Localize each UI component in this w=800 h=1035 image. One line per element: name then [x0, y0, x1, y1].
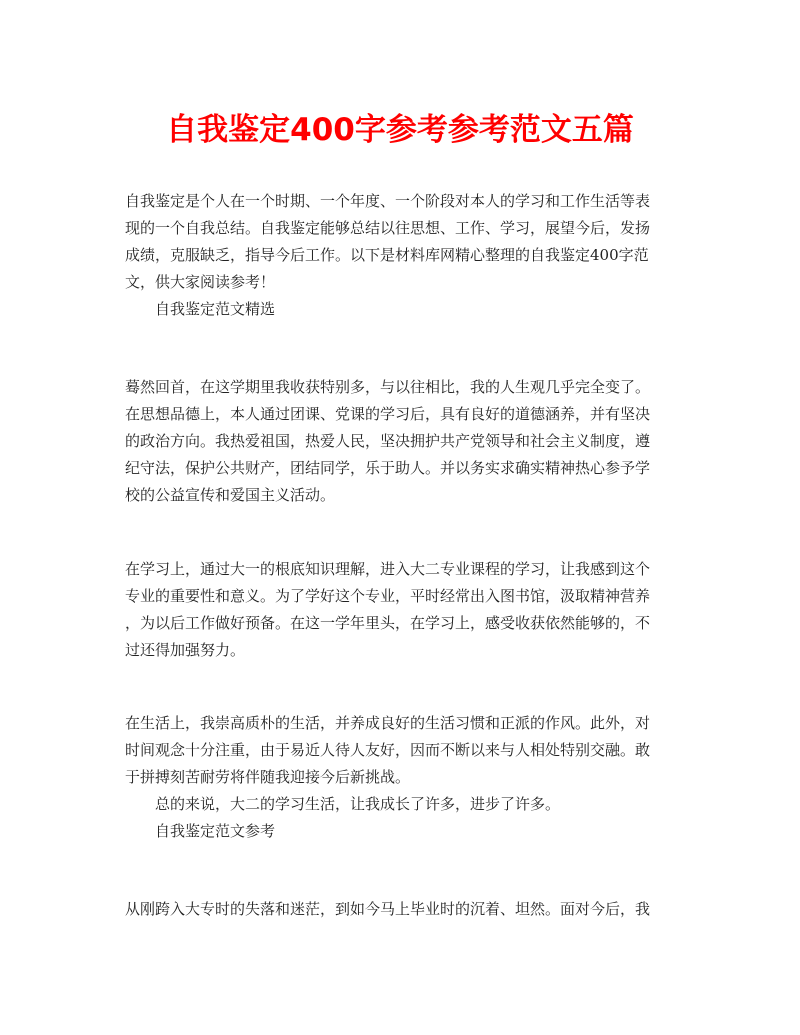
- paragraph-line: 在学习上，通过大一的根底知识理解，进入大二专业课程的学习，让我感到这个: [125, 560, 651, 578]
- paragraph-line: ，为以后工作做好预备。在这一学年里头，在学习上，感受收获依然能够的，不: [125, 614, 651, 632]
- intro-line: 自我鉴定是个人在一个时期、一个年度、一个阶段对本人的学习和工作生活等表: [125, 192, 651, 210]
- paragraph-line: 的政治方向。我热爱祖国，热爱人民，坚决拥护共产党领导和社会主义制度，遵: [125, 432, 651, 450]
- paragraph-line: 在思想品德上，本人通过团课、党课的学习后，具有良好的道德涵养，并有坚决: [125, 405, 651, 423]
- summary-text: 总的来说，大二的学习生活，让我成长了许多，进步了许多。: [155, 795, 561, 813]
- paragraph-line: 蓦然回首，在这学期里我收获特别多，与以往相比，我的人生观几乎完全变了。: [125, 378, 651, 396]
- paragraph-line: 过还得加强努力。: [125, 641, 246, 659]
- document-title: 自我鉴定400字参考参考范文五篇: [166, 112, 634, 148]
- paragraph-line: 从刚跨入大专时的失落和迷茫，到如今马上毕业时的沉着、坦然。面对今后，我: [125, 900, 651, 918]
- paragraph-line: 时间观念十分注重，由于易近人待人友好，因而不断以来与人相处特别交融。敢: [125, 741, 651, 759]
- intro-line: 成绩，克服缺乏，指导今后工作。以下是材料库网精心整理的自我鉴定400字范: [125, 246, 649, 264]
- paragraph-line: 纪守法，保护公共财产，团结同学，乐于助人。并以务实求确实精神热心参予学: [125, 459, 651, 477]
- paragraph-3: [125, 710, 675, 791]
- intro-line: 文，供大家阅读参考！: [125, 273, 276, 291]
- paragraph-line: 专业的重要性和意义。为了学好这个专业，平时经常出入图书馆，汲取精神营养: [125, 587, 651, 605]
- section-heading-text: 自我鉴定范文参考: [155, 822, 276, 840]
- section-heading-2: [125, 818, 675, 845]
- paragraph-2: [125, 556, 675, 664]
- section-heading-1: [125, 296, 675, 323]
- paragraph-line: 在生活上，我崇高质朴的生活，并养成良好的生活习惯和正派的作风。此外，对: [125, 714, 651, 732]
- section-heading-text: 自我鉴定范文精选: [155, 300, 276, 318]
- paragraph-line: 于拼搏刻苦耐劳将伴随我迎接今后新挑战。: [125, 768, 411, 786]
- paragraph-line: 校的公益宣传和爱国主义活动。: [125, 486, 336, 504]
- intro-paragraph: [125, 188, 675, 296]
- summary-line: [125, 791, 675, 818]
- paragraph-4: [125, 896, 675, 923]
- paragraph-1: [125, 374, 675, 509]
- intro-line: 现的一个自我总结。自我鉴定能够总结以往思想、工作、学习，展望今后，发扬: [125, 219, 651, 237]
